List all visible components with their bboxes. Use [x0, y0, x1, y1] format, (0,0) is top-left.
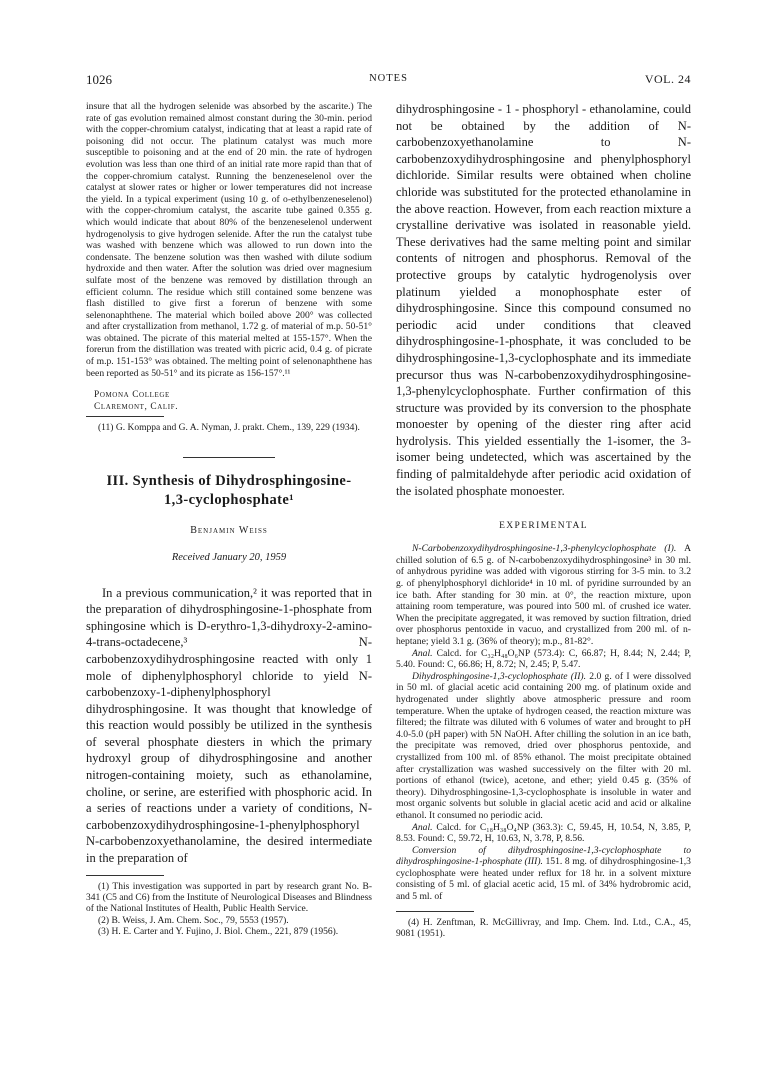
footnote: (4) H. Zenftman, R. McGillivray, and Imp. Chem. Ind. Ltd., C.A., 45, 9081 (1951).: [396, 917, 691, 939]
article-title: [86, 472, 372, 510]
compound-title: N-Carbobenzoxydihydrosphingosine-1,3-phenylcyclophosphate (I).: [412, 543, 677, 555]
previous-article-continuation: insure that all the hydrogen selenide was absorbed by the ascarite.) The rate of gas evolution remained almost constant during the 30-min. period with the copper-chromium catalyst, indicating that at least a rapid rate of poisoning did not occur. The platinum catalyst was much more susceptible to poisoning and at the end of 20 min. the rate of hydrogen evolution was less than one third of an initial rate more rapid than that of the copper-chromium catalyst. Running the benzeneselenol over the catalyst at slower rates or higher or lower temperatures did not increase the yield. In a typical experiment (using 10 g. of o-ethylbenzeneselenol) with the copper-chromium catalyst, the ascarite tube gained 0.355 g. which would indicate that about 80% of the benzeneselenol underwent hydrogenolysis to give hydrogen selenide. After the run the catalyst tube was washed with benzene which was allowed to run down into the condensate. The benzene solution was then washed with dilute sodium hydroxide and then water. After the solution was dried over magnesium sulfate most of the benzene was removed by distillation through an efficient column. The residue which still contained some benzene was flash distilled to give first a forerun of benzene with some selenonaphthene. The material which boiled above 200° was collected and after crystallization from methanol, 1.72 g. of material of m.p. 50-51° was obtained. The picrate of this material melted at 155-157°. When the forerun from the distillation was treated with picric acid, 0.4 g. of picrate of m.p. 151-153° was obtained. The melting point of selenonaphthene has been reported as 50-51° and its picrate as 156-157°.¹¹: [86, 101, 372, 379]
footnote-rule: [396, 911, 474, 912]
page-number: 1026: [86, 72, 112, 87]
left-column: [86, 101, 372, 938]
footnote: (1) This investigation was supported in part by research grant No. B-341 (C5 and C6) from the Institute of Neurological Diseases and Blindness of the National Institutes of Health, Public Health Service.: [86, 881, 372, 915]
experimental-paragraph: [396, 845, 691, 903]
article-title-line: III. Synthesis of Dihydrosphingosine-: [106, 472, 352, 489]
address-line: Pomona College: [94, 390, 170, 401]
analysis-paragraph: [396, 648, 691, 671]
analysis-paragraph: [396, 822, 691, 845]
received-date: Received January 20, 1959: [171, 551, 287, 563]
section-heading: EXPERIMENTAL: [499, 521, 588, 532]
analysis-text: Calcd. for C₃₂H₄₈O₆NP (573.4): C, 66.87; H, 8.44; N, 2.44; P, 5.40. Found: C, 66.86; H, 8.72; N, 2.45; P, 5.47.: [396, 647, 691, 671]
procedure-text: 2.0 g. of I were dissolved in 50 ml. of glacial acetic acid containing 200 mg. of platinum oxide and hydrogenated under slightly above atmospheric pressure and room temperature. When the uptake of hydrogen ceased, the reaction mixture was filtered; the filtrate was diluted with 6 volumes of water and brought to pH 4.0-5.0 (pH paper) with 5N NaOH. After chilling the solution in an ice bath, the precipitate was removed, dried over phosphorus pentoxide, and crystallized from 100 ml. of 85% ethanol. The moist precipitate obtained after crystallization was washed successively on the filter with 20 ml. portions of ethanol (twice), acetone, and ether; yield 0.45 g. (35% of theory). Dihydrosphingosine-1,3-cyclophosphate is insoluble in water and most organic solvents but soluble in glacial acetic acid and acid or alkaline ethanol. It consumed no periodic acid.: [396, 670, 691, 821]
footnote: (2) B. Weiss, J. Am. Chem. Soc., 79, 5553 (1957).: [98, 915, 289, 926]
experimental-paragraph: [396, 671, 691, 822]
analysis-label: Anal.: [412, 647, 433, 659]
right-column: [396, 101, 691, 940]
compound-title: Dihydrosphingosine-1,3-cyclophosphate (II).: [412, 670, 586, 682]
footnote: (3) H. E. Carter and Y. Fujino, J. Biol. Chem., 221, 879 (1956).: [98, 926, 339, 937]
volume-label: VOL. 24: [644, 72, 691, 86]
analysis-text: Calcd. for C₁₈H₃₈O₄NP (363.3): C, 59.45, H, 10.54, N, 3.85, P, 8.53. Found: C, 59.72, H, 10.63, N, 3.78, P, 8.56.: [396, 821, 691, 845]
address-line: Claremont, Calif.: [94, 402, 179, 413]
running-title: NOTES: [369, 73, 408, 84]
compound-title: Conversion of dihydrosphingosine-1,3-cyclophosphate to dihydrosphingosine-1-phosphate (III).: [396, 844, 691, 868]
intro-paragraph: In a previous communication,² it was reported that in the preparation of dihydrosphingosine-1-phosphate from sphingosine which is D-erythro-1,3-dihydroxy-2-amino-4-trans-octadecene,³ N-carbobenzoxydihydrosphingosine reacted with only 1 mole of diphenylphosphoryl chloride to yield N-carbobenzoxy-1-diphenylphosphoryl dihydrosphingosine. It was thought that knowledge of this reaction would possibly be utilized in the synthesis of several phosphate diesters in which the primary hydroxyl group of dihydrosphingosine and another nitrogen-containing moiety, such as ethanolamine, choline, or serine, are esterified with phosphoric acid. In a series of reactions under a variety of conditions, N-carbobenzoxydihydrosphingosine-1-phenylphosphoryl N-carbobenzoxyethanolamine, the desired intermediate in the preparation of: [86, 585, 372, 866]
footnote-rule: [86, 416, 164, 417]
body-paragraph: dihydrosphingosine - 1 - phosphoryl - ethanolamine, could not be obtained by the addition of N-carbobenzoxyethanolamine to N-carbobenzoxydihydrosphingosine and phenylphosphoryl dichloride. Similar results were obtained when choline chloride was substituted for the protected ethanolamine in the above reaction. However, from each reaction mixture a crystalline derivative was isolated in reasonable yield. These derivatives had the same melting point and similar contents of nitrogen and phosphorus. Removal of the protective groups by catalytic hydrogenolysis over platinum yielded a monophosphate ester of dihydrosphingosine. Since this compound consumed no periodic acid under conditions that cleaved dihydrosphingosine-1-phosphate, it was concluded to be dihydrosphingosine-1,3-cyclophosphate and its immediate precursor thus was N-carbobenzoxydihydrosphingosine-1,3-phenylcyclophosphate. Further confirmation of this structure was provided by its conversion to the phosphate monoester by opening of the diester ring after acid hydrolysis. This yielded essentially the 1-isomer, the 3-isomer being undetected, which was ascertained by the finding of palmitaldehyde after periodic acid oxidation of the isolated phosphate monoester.: [396, 102, 691, 498]
article-title-line: 1,3-cyclophosphate¹: [164, 491, 294, 508]
page-header: [86, 72, 691, 88]
article-separator: [183, 457, 275, 458]
author-name: Benjamin Weiss: [190, 524, 268, 536]
footnote: (11) G. Komppa and G. A. Nyman, J. prakt. Chem., 139, 229 (1934).: [98, 423, 360, 434]
procedure-text: 151. 8 mg. of dihydrosphingosine-1,3 cyclophosphate were heated under reflux for 18 hr. in a solvent mixture consisting of 5 ml. of glacial acetic acid, 15 ml. of 34% hydrobromic acid, and 5 ml. of: [396, 856, 691, 903]
procedure-text: A chilled solution of 6.5 g. of N-carbobenzoxydihydrosphingosine³ in 30 ml. of anhydrous pyridine was added with vigorous stirring for 3-5 min. to 3.2 g. of phenylphosphoryl dichloride⁴ in 10 ml. of pyridine surrounded by an ice bath. After standing for 30 min. at 0°, the reaction mixture, upon attaining room temperature, was poured into 500 ml. of crushed ice water. When the precipitate aggregated, it was removed by suction filtration, dried over phosphorus pentoxide in vacuo, and crystallized from 200 ml. of n-heptane; yield 3.1 g. (36% of theory); m.p., 81-82°.: [396, 543, 691, 647]
footnote-rule: [86, 875, 164, 876]
experimental-paragraph: [396, 543, 691, 647]
analysis-label: Anal.: [412, 821, 433, 833]
author-address: [94, 389, 372, 413]
